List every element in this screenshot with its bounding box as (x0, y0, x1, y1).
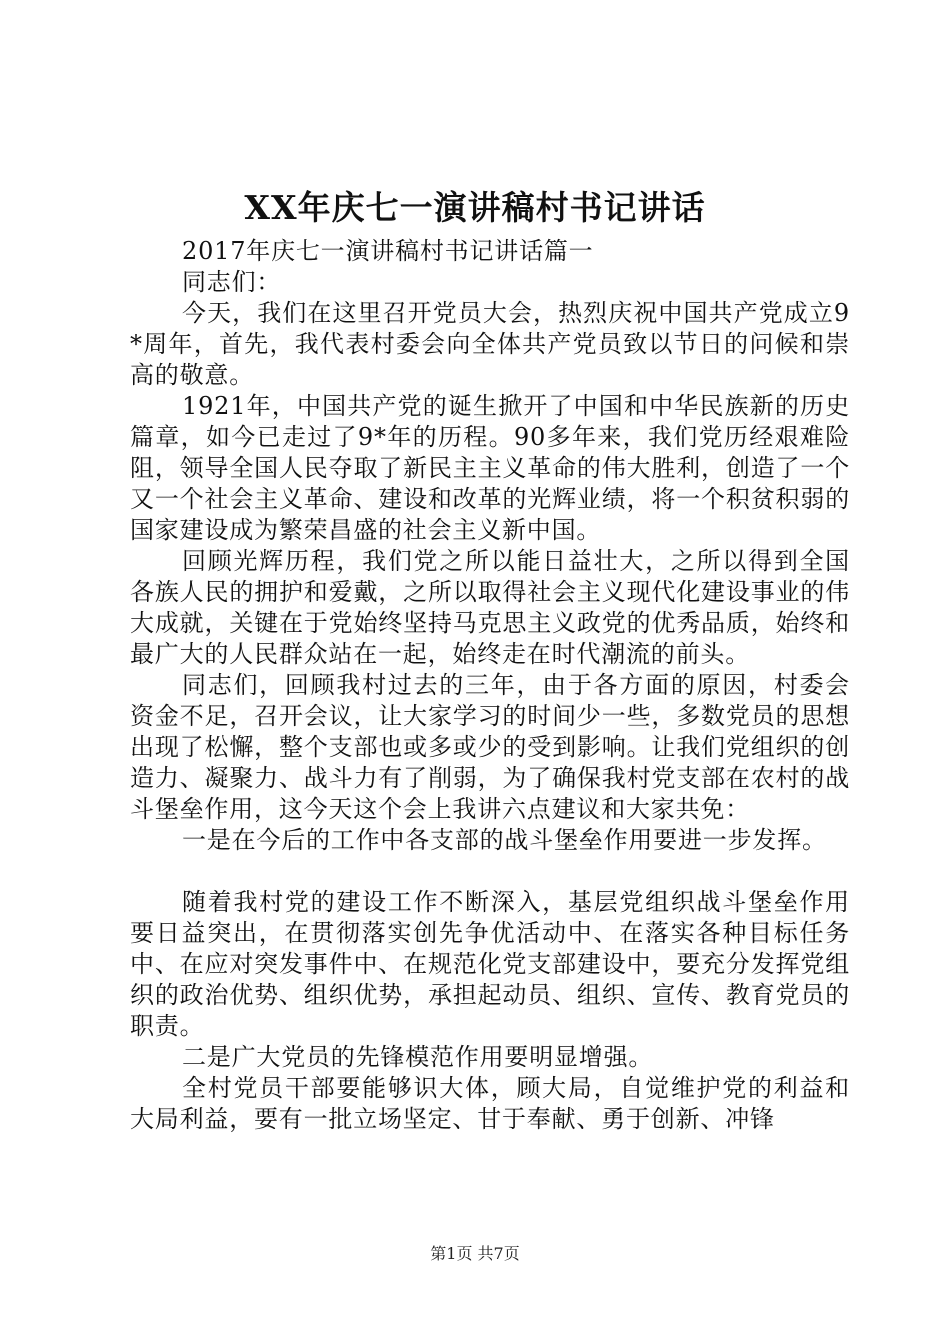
document-body (130, 236, 850, 1135)
subtitle-paragraph: 2017年庆七一演讲稿村书记讲话篇一 (182, 237, 594, 265)
body-paragraph: 1921年，中国共产党的诞生掀开了中国和中华民族新的历史篇章，如今已走过了9*年的历程。90多年来，我们党历经艰难险阻，领导全国人民夺取了新民主主义革命的伟大胜利，创造了一个又一个社会主义革命、建设和改革的光辉业绩，将一个积贫积弱的国家建设成为繁荣昌盛的社会主义新中国。 (130, 392, 850, 544)
point-heading-1: 一是在今后的工作中各支部的战斗堡垒作用要进一步发挥。 (182, 826, 827, 854)
body-paragraph: 今天，我们在这里召开党员大会，热烈庆祝中国共产党成立9*周年，首先，我代表村委会向全体共产党员致以节日的问候和崇高的敬意。 (130, 299, 850, 389)
salutation-paragraph: 同志们： (182, 268, 282, 296)
document-title: XX年庆七一演讲稿村书记讲话 (244, 188, 706, 227)
page-indicator: 第1页 共7页 (430, 1244, 520, 1263)
body-paragraph: 同志们，回顾我村过去的三年，由于各方面的原因，村委会资金不足，召开会议，让大家学习的时间少一些，多数党员的思想出现了松懈，整个支部也或多或少的受到影响。让我们党组织的创造力、凝聚力、战斗力有了削弱，为了确保我村党支部在农村的战斗堡垒作用，这今天这个会上我讲六点建议和大家共免： (130, 671, 850, 823)
body-paragraph: 全村党员干部要能够识大体，顾大局，自觉维护党的利益和大局利益，要有一批立场坚定、甘于奉献、勇于创新、冲锋 (130, 1074, 850, 1133)
body-paragraph: 回顾光辉历程，我们党之所以能日益壮大，之所以得到全国各族人民的拥护和爱戴，之所以取得社会主义现代化建设事业的伟大成就，关键在于党始终坚持马克思主义政党的优秀品质，始终和最广大的人民群众站在一起，始终走在时代潮流的前头。 (130, 547, 850, 668)
body-paragraph: 随着我村党的建设工作不断深入，基层党组织战斗堡垒作用要日益突出，在贯彻落实创先争优活动中、在落实各种目标任务中、在应对突发事件中、在规范化党支部建设中，要充分发挥党组织的政治优势、组织优势，承担起动员、组织、宣传、教育党员的职责。 (130, 888, 850, 1040)
point-heading-2: 二是广大党员的先锋模范作用要明显增强。 (182, 1043, 654, 1071)
